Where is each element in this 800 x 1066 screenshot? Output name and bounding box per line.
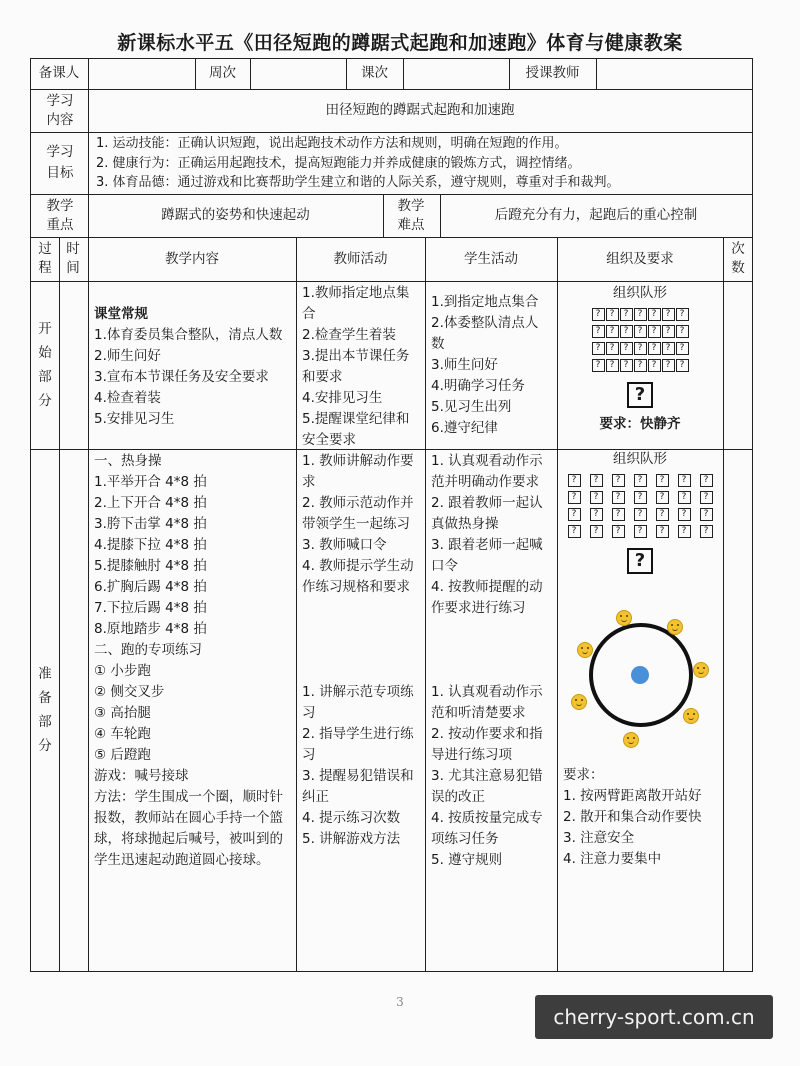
col-time: 时间	[66, 241, 80, 276]
instructor-label: 授课教师	[525, 65, 580, 81]
goals-label: 学习目标	[46, 144, 74, 181]
student-placeholder-icon: ?	[678, 508, 691, 521]
student-placeholder-icon: ?	[634, 525, 647, 538]
content-label: 学习内容	[46, 92, 74, 128]
student-placeholder-icon: ?	[676, 359, 689, 372]
student-smiley-icon	[623, 732, 639, 748]
student-placeholder-icon: ?	[634, 491, 647, 504]
section-prep-student-a	[425, 449, 557, 621]
student-placeholder-icon: ?	[590, 525, 603, 538]
student-placeholder-icon: ?	[700, 491, 713, 504]
section-prep-teacher-b	[296, 680, 425, 852]
student-placeholder-icon: ?	[612, 525, 625, 538]
student-placeholder-icon: ?	[678, 491, 691, 504]
list-item: 4.安排见习生	[302, 390, 383, 406]
goals-list	[88, 132, 752, 194]
formation-grid	[557, 308, 723, 372]
student-placeholder-icon: ?	[568, 525, 581, 538]
section-start-teacher	[296, 281, 425, 453]
list-item: 方法：学生围成一个圈，顺时针报数，教师站在圆心手持一个篮球，将球抛起后喊号，被叫到的学生迅速起动跑道圆心接球。	[94, 789, 283, 868]
formation-row	[557, 342, 723, 355]
list-item: 1. 认真观看动作示范并明确动作要求	[431, 453, 543, 490]
student-placeholder-icon: ?	[612, 508, 625, 521]
goal-item: 3. 体育品德：通过游戏和比赛帮助学生建立和谐的人际关系，遵守规则，尊重对手和裁判。	[96, 175, 620, 190]
student-placeholder-icon: ?	[590, 474, 603, 487]
section-start-student	[425, 290, 557, 441]
teacher-value[interactable]	[88, 58, 195, 89]
list-item: 2. 散开和集合动作要快	[563, 809, 702, 825]
section-prep-name: 准备部分	[38, 666, 52, 754]
list-item: 5.提膝触肘 4*8 拍	[94, 558, 207, 574]
list-item: 1.体育委员集合整队，清点人数	[94, 327, 283, 343]
list-item: 课堂常规	[94, 306, 148, 322]
student-placeholder-icon: ?	[606, 325, 619, 338]
formation-row	[557, 508, 723, 521]
student-smiley-icon	[616, 610, 632, 626]
list-item: 4. 按教师提醒的动作要求进行练习	[431, 579, 543, 616]
list-item: 2.体委整队清点人数	[431, 315, 539, 352]
lesson-label: 课次	[361, 65, 388, 81]
req-title: 要求：	[563, 767, 604, 783]
student-placeholder-icon: ?	[634, 325, 647, 338]
list-item: 一、热身操	[94, 453, 162, 469]
list-item: 2.师生问好	[94, 348, 161, 364]
formation-title: 组织队形	[613, 285, 667, 301]
student-placeholder-icon: ?	[606, 342, 619, 355]
student-smiley-icon	[693, 662, 709, 678]
list-item: 3. 提醒易犯错误和纠正	[302, 768, 414, 805]
list-item: 4.明确学习任务	[431, 378, 525, 394]
list-item: 5.安排见习生	[94, 411, 175, 427]
student-placeholder-icon: ?	[612, 474, 625, 487]
student-placeholder-icon: ?	[656, 508, 669, 521]
student-placeholder-icon: ?	[700, 474, 713, 487]
student-placeholder-icon: ?	[620, 308, 633, 321]
student-placeholder-icon: ?	[590, 491, 603, 504]
student-placeholder-icon: ?	[592, 325, 605, 338]
student-placeholder-icon: ?	[662, 325, 675, 338]
student-placeholder-icon: ?	[568, 508, 581, 521]
col-organization: 组织及要求	[606, 250, 674, 267]
list-item: ① 小步跑	[94, 663, 151, 679]
basketball-icon	[631, 666, 649, 684]
student-placeholder-icon: ?	[592, 359, 605, 372]
student-placeholder-icon: ?	[568, 474, 581, 487]
student-placeholder-icon: ?	[634, 342, 647, 355]
list-item: 6.遵守纪律	[431, 420, 498, 436]
student-placeholder-icon: ?	[662, 359, 675, 372]
section-prep-organization	[557, 449, 723, 971]
student-placeholder-icon: ?	[700, 525, 713, 538]
list-item: 二、跑的专项练习	[94, 642, 202, 658]
list-item: 7.下拉后踢 4*8 拍	[94, 600, 207, 616]
list-item: 4. 提示练习次数	[302, 810, 401, 826]
focus-value: 蹲踞式的姿势和快速起动	[161, 207, 310, 223]
student-placeholder-icon: ?	[648, 359, 661, 372]
list-item: 3. 尤其注意易犯错误的改正	[431, 768, 543, 805]
student-placeholder-icon: ?	[634, 308, 647, 321]
list-item: 4.检查着装	[94, 390, 161, 406]
formation-row	[557, 325, 723, 338]
student-placeholder-icon: ?	[634, 474, 647, 487]
week-label: 周次	[209, 65, 236, 81]
page-title: 新课标水平五《田径短跑的蹲踞式起跑和加速跑》体育与健康教案	[117, 32, 683, 54]
list-item: 4.提膝下拉 4*8 拍	[94, 537, 207, 553]
student-smiley-icon	[577, 642, 593, 658]
list-item: ② 侧交叉步	[94, 684, 165, 700]
circle-game-diagram	[557, 604, 723, 754]
list-item: 2.上下开合 4*8 拍	[94, 495, 207, 511]
col-process: 过程	[38, 241, 52, 276]
student-smiley-icon	[667, 619, 683, 635]
student-placeholder-icon: ?	[678, 525, 691, 538]
content-value: 田径短跑的蹲踞式起跑和加速跑	[325, 102, 515, 118]
difficulty-label: 教学难点	[397, 197, 425, 233]
difficulty-value: 后蹬充分有力，起跑后的重心控制	[494, 207, 698, 223]
student-placeholder-icon: ?	[612, 491, 625, 504]
list-item: 3.胯下击掌 4*8 拍	[94, 516, 207, 532]
col-content: 教学内容	[165, 250, 219, 267]
section-start-organization	[557, 281, 723, 449]
student-placeholder-icon: ?	[678, 474, 691, 487]
student-placeholder-icon: ?	[656, 525, 669, 538]
list-item: 3. 教师喊口令	[302, 537, 387, 553]
section-start-name: 开始部分	[38, 321, 52, 409]
formation-row	[557, 308, 723, 321]
list-item: 4. 按质按量完成专项练习任务	[431, 810, 543, 847]
formation-row	[557, 491, 723, 504]
formation-row	[557, 359, 723, 372]
student-placeholder-icon: ?	[648, 325, 661, 338]
student-placeholder-icon: ?	[676, 325, 689, 338]
student-smiley-icon	[683, 708, 699, 724]
goal-item: 1. 运动技能：正确认识短跑，说出起跑技术动作方法和规则，明确在短跑的作用。	[96, 136, 568, 151]
student-placeholder-icon: ?	[634, 508, 647, 521]
student-placeholder-icon: ?	[676, 342, 689, 355]
section-prep-content	[88, 449, 296, 873]
list-item: 1.到指定地点集合	[431, 294, 539, 310]
list-item: 游戏：喊号接球	[94, 768, 189, 784]
list-item: 5. 遵守规则	[431, 852, 503, 868]
formation-row	[557, 525, 723, 538]
list-item: 1. 按两臂距离散开站好	[563, 788, 702, 804]
student-placeholder-icon: ?	[606, 359, 619, 372]
list-item: 2. 指导学生进行练习	[302, 726, 414, 763]
student-placeholder-icon: ?	[592, 308, 605, 321]
col-student: 学生活动	[464, 250, 518, 267]
teacher-marker-icon: ?	[627, 548, 653, 574]
list-item: 3. 注意安全	[563, 830, 635, 846]
list-item: 5.见习生出列	[431, 399, 512, 415]
list-item: 2. 跟着教师一起认真做热身操	[431, 495, 543, 532]
student-placeholder-icon: ?	[662, 342, 675, 355]
list-item: 1. 讲解示范专项练习	[302, 684, 414, 721]
student-placeholder-icon: ?	[592, 342, 605, 355]
list-item: 2.检查学生着装	[302, 327, 396, 343]
student-placeholder-icon: ?	[620, 342, 633, 355]
student-placeholder-icon: ?	[620, 325, 633, 338]
section-start-content	[88, 302, 296, 432]
list-item: 1. 教师讲解动作要求	[302, 453, 414, 490]
list-item: 2. 教师示范动作并带领学生一起练习	[302, 495, 414, 532]
student-placeholder-icon: ?	[568, 491, 581, 504]
student-placeholder-icon: ?	[648, 308, 661, 321]
list-item: 4. 注意力要集中	[563, 851, 662, 867]
formation-requirements	[557, 763, 723, 872]
list-item: 2. 按动作要求和指导进行练习项	[431, 726, 543, 763]
week-value[interactable]	[250, 58, 346, 89]
formation-grid	[557, 474, 723, 538]
student-placeholder-icon: ?	[662, 308, 675, 321]
list-item: 1. 认真观看动作示范和听清楚要求	[431, 684, 543, 721]
student-placeholder-icon: ?	[656, 491, 669, 504]
goal-item: 2. 健康行为：正确运用起跑技术，提高短跑能力并养成健康的锻炼方式，调控情绪。	[96, 155, 581, 171]
list-item: 8.原地踏步 4*8 拍	[94, 621, 207, 637]
col-count: 次数	[731, 241, 745, 276]
student-placeholder-icon: ?	[656, 474, 669, 487]
student-placeholder-icon: ?	[634, 359, 647, 372]
list-item: ③ 高抬腿	[94, 705, 151, 721]
student-smiley-icon	[571, 694, 587, 710]
instructor-value[interactable]	[596, 58, 752, 89]
student-placeholder-icon: ?	[590, 508, 603, 521]
list-item: 1.教师指定地点集合	[302, 285, 410, 322]
formation-row	[557, 474, 723, 487]
list-item: ④ 车轮跑	[94, 726, 151, 742]
list-item: 3.提出本节课任务和要求	[302, 348, 410, 385]
section-prep-teacher-a	[296, 449, 425, 600]
section-prep-student-b	[425, 680, 557, 873]
student-placeholder-icon: ?	[676, 308, 689, 321]
student-placeholder-icon: ?	[700, 508, 713, 521]
list-item: ⑤ 后蹬跑	[94, 747, 151, 763]
list-item: 4. 教师提示学生动作练习规格和要求	[302, 558, 414, 595]
list-item: 5.提醒课堂纪律和安全要求	[302, 411, 410, 448]
student-placeholder-icon: ?	[606, 308, 619, 321]
teacher-label: 备课人	[38, 65, 80, 81]
list-item: 3. 跟着老师一起喊口令	[431, 537, 543, 574]
formation-requirement: 要求：快静齐	[599, 416, 681, 432]
list-item: 5. 讲解游戏方法	[302, 831, 401, 847]
list-item: 1.平举开合 4*8 拍	[94, 474, 207, 490]
teacher-marker-icon: ?	[627, 382, 653, 408]
formation-title: 组织队形	[613, 451, 667, 467]
page-number: 3	[396, 995, 404, 1009]
lesson-value[interactable]	[403, 58, 509, 89]
list-item: 3.师生问好	[431, 357, 498, 373]
focus-label: 教学重点	[46, 197, 74, 233]
list-item: 6.扩胸后踢 4*8 拍	[94, 579, 207, 595]
col-teacher: 教师活动	[333, 250, 388, 267]
student-placeholder-icon: ?	[620, 359, 633, 372]
list-item: 3.宣布本节课任务及安全要求	[94, 369, 269, 385]
site-watermark[interactable]: cherry-sport.com.cn	[535, 995, 773, 1039]
student-placeholder-icon: ?	[648, 342, 661, 355]
